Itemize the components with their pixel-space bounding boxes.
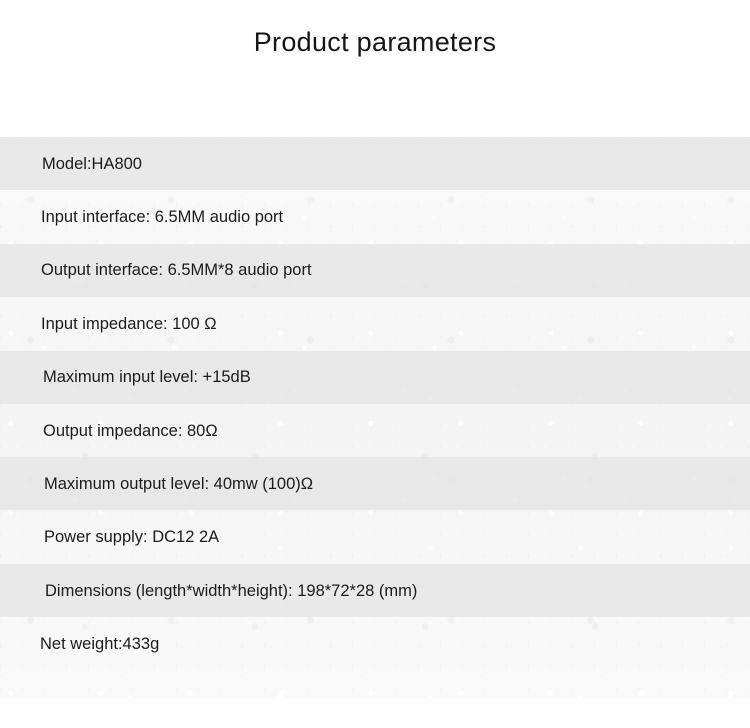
spec-row-label: Power supply: DC12 2A <box>44 528 220 547</box>
spec-row-label: Output impedance: 80Ω <box>43 421 218 440</box>
spec-row-label: Net weight:433g <box>40 635 160 654</box>
page-title: Product parameters <box>253 27 497 57</box>
specification-panel <box>0 137 750 698</box>
spec-row-label: Input interface: 6.5MM audio port <box>41 207 284 226</box>
table-row <box>0 190 750 243</box>
table-row <box>0 457 750 510</box>
table-row <box>0 244 750 297</box>
spec-row-label: Output interface: 6.5MM*8 audio port <box>41 261 312 280</box>
spec-row-label: Model:HA800 <box>42 154 142 173</box>
spec-row-label: Dimensions (length*width*height): 198*72*28 (mm) <box>45 581 418 600</box>
table-row <box>0 511 750 564</box>
panel-bottom-fade <box>0 698 750 728</box>
spec-row-label: Input impedance: 100 Ω <box>41 314 217 333</box>
table-row <box>0 137 750 190</box>
table-row <box>0 564 750 617</box>
spec-row-label: Maximum input level: +15dB <box>43 368 251 387</box>
table-row <box>0 404 750 457</box>
table-row <box>0 618 750 671</box>
specification-row-list <box>0 137 750 698</box>
table-row <box>0 351 750 404</box>
table-row <box>0 297 750 350</box>
spec-row-label: Maximum output level: 40mw (100)Ω <box>44 474 314 493</box>
